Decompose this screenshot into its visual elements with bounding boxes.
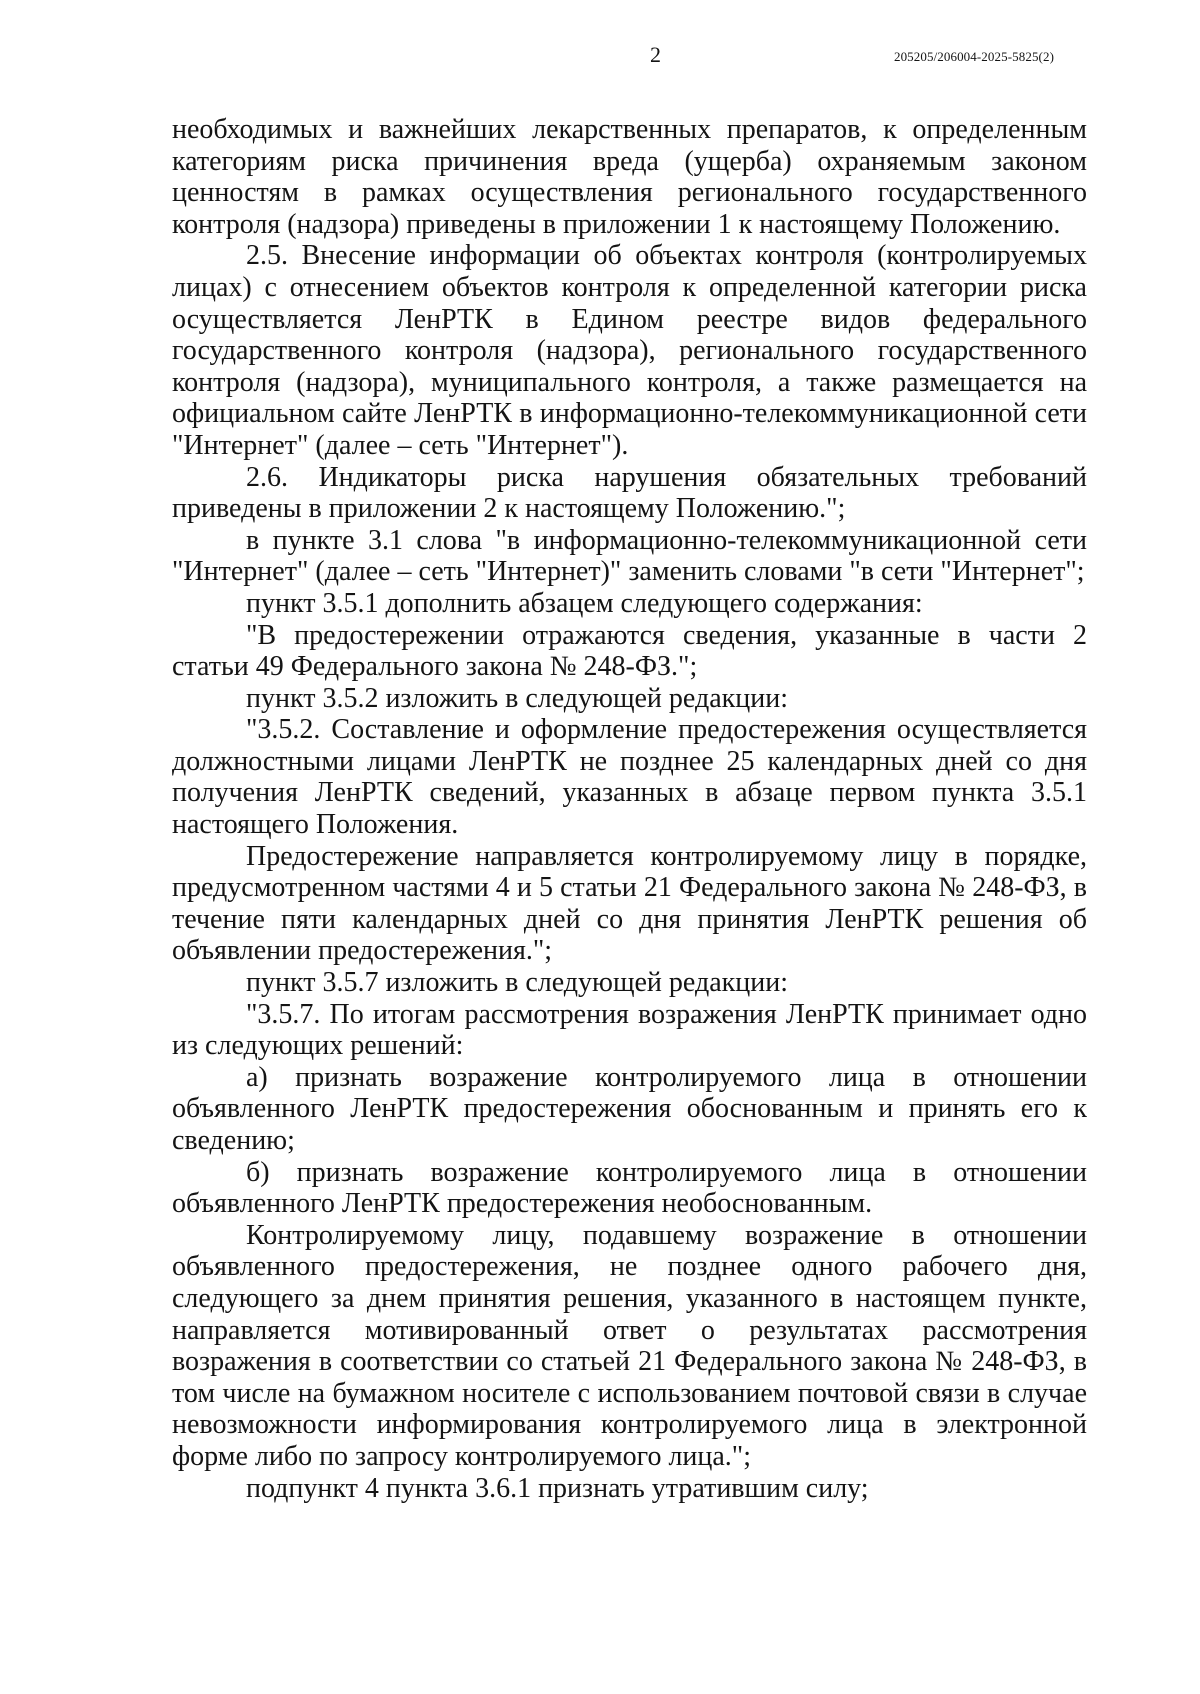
paragraph: 2.5. Внесение информации об объектах контроля (контролируемых лицах) с отнесением объектов контроля к определенной категории риска осуществляется ЛенРТК в Едином реестре видов федерального государственного контроля (надзора), регионального государственного контроля (надзора), муниципального контроля, а также размещается на официальном сайте ЛенРТК в информационно-телекоммуникационной сети "Интернет" (далее – сеть "Интернет"). [172,240,1087,461]
paragraph: подпункт 4 пункта 3.6.1 признать утратившим силу; [246,1472,869,1504]
paragraph: необходимых и важнейших лекарственных препаратов, к определенным категориям риска причинения вреда (ущерба) охраняемым законом ценностям в рамках осуществления регионального государственного контроля (надзора) приведены в приложении 1 к настоящему Положению. [172,114,1087,240]
paragraph: Контролируемому лицу, подавшему возражение в отношении объявленного предостережения, не позднее одного рабочего дня, следующего за днем принятия решения, указанного в настоящем пункте, направляется мотивированный ответ о результатах рассмотрения возражения в соответствии со статьей 21 Федерального закона № 248-ФЗ, в том числе на бумажном носителе с использованием почтовой связи в случае невозможности информирования контролируемого лица в электронной форме либо по запросу контролируемого лица."; [172,1219,1087,1472]
paragraph: Предостережение направляется контролируемому лицу в порядке, предусмотренном частями 4 и 5 статьи 21 Федерального закона № 248-ФЗ, в течение пяти календарных дней со дня принятия ЛенРТК решения об объявлении предостережения."; [172,840,1087,967]
page-number: 2 [650,42,661,67]
paragraph: а) признать возражение контролируемого лица в отношении объявленного ЛенРТК предостережения обоснованным и принять его к сведению; [172,1061,1087,1156]
paragraph: "В предостережении отражаются сведения, указанные в части 2 статьи 49 Федерального закона № 248-ФЗ."; [172,619,1087,683]
document-code: 205205/206004-2025-5825(2) [893,49,1054,64]
paragraph: в пункте 3.1 слова "в информационно-телекоммуникационной сети "Интернет" (далее – сеть "Интернет)" заменить словами "в сети "Интернет"; [172,524,1087,588]
document-body [172,114,1087,1504]
paragraph: пункт 3.5.7 изложить в следующей редакции: [246,967,788,999]
paragraph: пункт 3.5.2 изложить в следующей редакции: [246,682,788,714]
paragraph: 2.6. Индикаторы риска нарушения обязательных требований приведены в приложении 2 к настоящему Положению."; [172,461,1087,525]
paragraph: б) признать возражение контролируемого лица в отношении объявленного ЛенРТК предостережения необоснованным. [172,1156,1087,1220]
paragraph: пункт 3.5.1 дополнить абзацем следующего содержания: [246,587,923,619]
paragraph: "3.5.2. Составление и оформление предостережения осуществляется должностными лицами ЛенРТК не позднее 25 календарных дней со дня получения ЛенРТК сведений, указанных в абзаце первом пункта 3.5.1 настоящего Положения. [172,714,1087,841]
paragraph: "3.5.7. По итогам рассмотрения возражения ЛенРТК принимает одно из следующих решений: [172,998,1087,1062]
